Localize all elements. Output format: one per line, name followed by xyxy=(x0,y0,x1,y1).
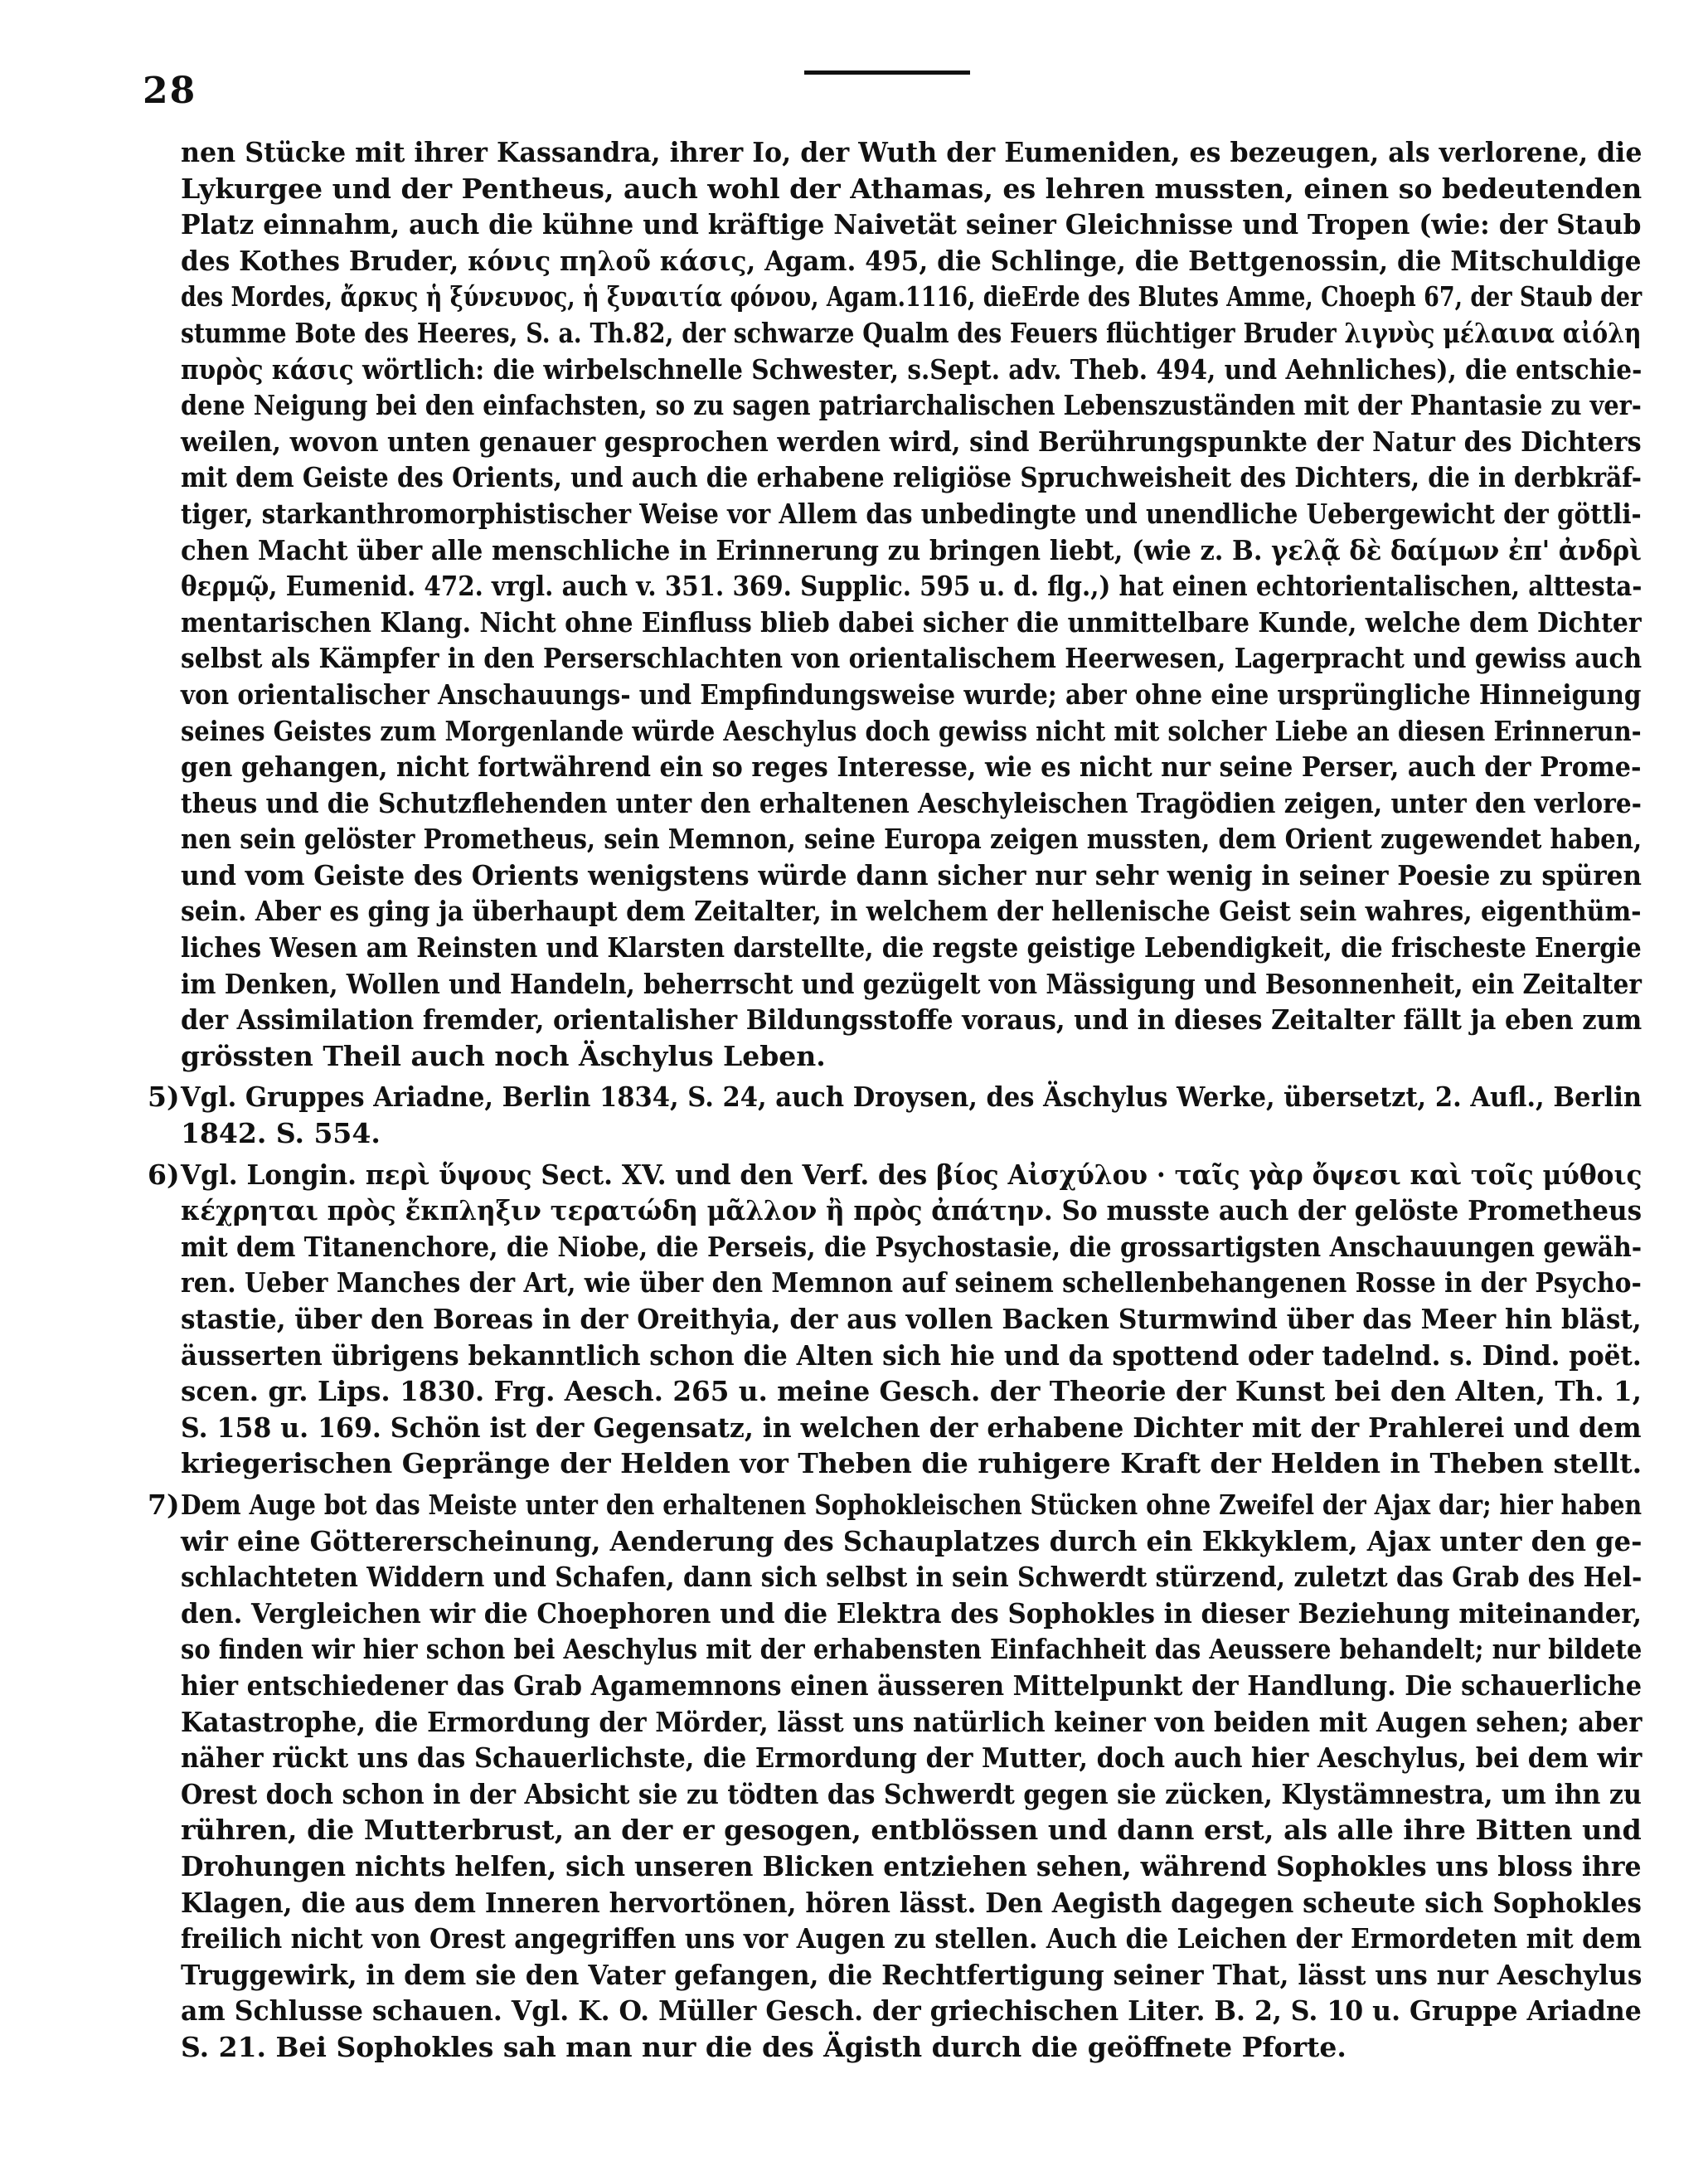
line-text: Lykurgee und der Pentheus, auch wohl der Athamas, es lehren mussten, einen so bedeutenden xyxy=(181,172,1642,205)
note-number: 5) xyxy=(148,1081,180,1114)
line-text: ren. Ueber Manches der Art, wie über den Memnon auf seinem schellenbehangenen Rosse in der Psycho- xyxy=(181,1266,1642,1299)
body-line xyxy=(181,171,1642,207)
body-line xyxy=(181,279,1642,315)
line-text: des Mordes, ἄρκυς ἡ ξύνευνος, ἡ ξυναιτία φόνου, Agam.1116, dieErde des Blutes Amme, Choeph 67, der Staub der xyxy=(181,280,1642,313)
line-text: liches Wesen am Reinsten und Klarsten darstellte, die regste geistige Lebendigkeit, die frischeste Energie xyxy=(181,931,1642,964)
line-text: wir eine Göttererscheinung, Aenderung des Schauplatzes durch ein Ekkyklem, Ajax unter den ge- xyxy=(181,1524,1642,1557)
line-text: dene Neigung bei den einfachsten, so zu sagen patriarchalischen Lebenszuständen mit der Phantasie zu ver- xyxy=(181,389,1642,422)
line-text: schlachteten Widdern und Schafen, dann sich selbst in sein Schwerdt stürzend, zuletzt das Grab des Hel- xyxy=(181,1561,1642,1594)
line-text: rühren, die Mutterbrust, an der er gesogen, entblössen und dann erst, als alle ihre Bitten und xyxy=(181,1814,1642,1847)
footnote-line xyxy=(181,1229,1642,1265)
body-line xyxy=(181,893,1642,930)
line-text: im Denken, Wollen und Handeln, beherrscht und gezügelt von Mässigung und Besonnenheit, ein Zeitalter xyxy=(181,967,1642,1000)
line-text: selbst als Kämpfer in den Perserschlachten von orientalischem Heerwesen, Lagerpracht und gewiss auch xyxy=(181,642,1642,675)
body-line xyxy=(181,1038,1642,1075)
line-text: freilich nicht von Orest angegriffen uns vor Augen zu stellen. Auch die Leichen der Ermordeten mit dem xyxy=(181,1922,1642,1955)
body-line xyxy=(181,352,1642,388)
line-text: Katastrophe, die Ermordung der Mörder, lässt uns natürlich keiner von beiden mit Augen sehen; aber xyxy=(181,1705,1642,1738)
body-line xyxy=(181,605,1642,641)
body-line xyxy=(181,532,1642,569)
footnote-line xyxy=(181,1559,1642,1596)
footnote-line xyxy=(181,2029,1642,2066)
body-line xyxy=(181,206,1642,243)
footnote-line xyxy=(181,1740,1642,1776)
footnote-line xyxy=(181,1410,1642,1446)
body-line xyxy=(181,134,1642,171)
line-text: κέχρηται πρὸς ἔκπληξιν τερατώδη μᾶλλον ἢ πρὸς ἀπάτην. So musste auch der gelöste Prometheus xyxy=(181,1194,1642,1227)
line-text: sein. Aber es ging ja überhaupt dem Zeitalter, in welchem der hellenische Geist sein wahres, eigenthüm- xyxy=(181,895,1642,928)
line-text: von orientalischer Anschauungs- und Empfindungsweise wurde; aber ohne eine ursprüngliche Hinneigung xyxy=(181,678,1642,711)
footnote-line xyxy=(181,1265,1642,1301)
footnote-line xyxy=(181,1631,1642,1668)
line-text: stumme Bote des Heeres, S. a. Th.82, der schwarze Qualm des Feuers flüchtiger Bruder λιγνὺς μέλαινα αἰόλη xyxy=(181,316,1642,349)
line-text: 1842. S. 554. xyxy=(181,1117,381,1150)
line-text: πυρὸς κάσις wörtlich: die wirbelschnelle Schwester, s.Sept. adv. Theb. 494, und Aehnliches), die entschie- xyxy=(181,352,1642,386)
body-line xyxy=(181,459,1642,496)
footnote-line xyxy=(181,1596,1642,1632)
line-text: den. Vergleichen wir die Choephoren und die Elektra des Sophokles in dieser Beziehung miteinander, xyxy=(181,1596,1642,1630)
line-text: kriegerischen Gepränge der Helden vor Theben die ruhigere Kraft der Helden in Theben stellt. xyxy=(181,1447,1642,1480)
line-text: Drohungen nichts helfen, sich unseren Blicken entziehen sehen, während Sophokles uns bloss ihre xyxy=(181,1849,1642,1882)
line-text: nen Stücke mit ihrer Kassandra, ihrer Io, der Wuth der Eumeniden, es bezeugen, als verlorene, die xyxy=(181,136,1642,168)
footnote-line xyxy=(181,1301,1642,1338)
body-line xyxy=(181,387,1642,424)
line-text: näher rückt uns das Schauerlichste, die Ermordung der Mutter, doch auch hier Aeschylus, bei dem wir xyxy=(181,1741,1642,1775)
body-line xyxy=(181,243,1642,279)
body-line xyxy=(181,568,1642,605)
line-text: seines Geistes zum Morgenlande würde Aeschylus doch gewiss nicht mit solcher Liebe an diesen Erinnerun- xyxy=(181,714,1642,747)
body-line xyxy=(181,966,1642,1003)
footnote-line xyxy=(181,1523,1642,1560)
footnote-line xyxy=(181,1668,1642,1704)
footnote-line xyxy=(181,1338,1642,1374)
body-line xyxy=(181,857,1642,894)
footnote-line xyxy=(181,1373,1642,1410)
body-line xyxy=(181,424,1642,460)
line-text: Klagen, die aus dem Inneren hervortönen, hören lässt. Den Aegisth dagegen scheute sich Sophokles xyxy=(181,1886,1642,1919)
line-text: Truggewirk, in dem sie den Vater gefangen, die Rechtfertigung seiner That, lässt uns nur Aeschylus xyxy=(181,1958,1642,1991)
footnote-line xyxy=(148,1157,1642,1193)
header-rule xyxy=(804,70,970,75)
line-text: am Schlusse schauen. Vgl. K. O. Müller Gesch. der griechischen Liter. B. 2, S. 10 u. Gruppe Ariadne xyxy=(181,1994,1642,2028)
note-number: 6) xyxy=(148,1158,180,1191)
line-text: S. 21. Bei Sophokles sah man nur die des Ägisth durch die geöffnete Pforte. xyxy=(181,2030,1347,2063)
line-text: mentarischen Klang. Nicht ohne Einfluss blieb dabei sicher die unmittelbare Kunde, welche dem Dichter xyxy=(181,605,1642,639)
line-text: chen Macht über alle menschliche in Erinnerung zu bringen liebt, (wie z. B. γελᾷ δὲ δαίμων ἐπ' ἀνδρὶ xyxy=(181,533,1642,566)
footnote-line xyxy=(181,1921,1642,1957)
body-line xyxy=(181,930,1642,966)
line-text: Orest doch schon in der Absicht sie zu tödten das Schwerdt gegen sie zücken, Klystämnestra, um ihn zu xyxy=(181,1777,1642,1810)
footnote-line xyxy=(181,1993,1642,2029)
line-text: stastie, über den Boreas in der Oreithyia, der aus vollen Backen Sturmwind über das Meer hin bläst, xyxy=(181,1303,1642,1335)
footnote-line xyxy=(181,1812,1642,1848)
line-text: weilen, wovon unten genauer gesprochen werden wird, sind Berührungspunkte der Natur des Dichters xyxy=(181,425,1642,458)
body-line xyxy=(181,496,1642,532)
note-number: 7) xyxy=(148,1488,180,1521)
footnote-line xyxy=(148,1487,1642,1523)
body-line xyxy=(181,785,1642,822)
body-line xyxy=(181,677,1642,713)
line-text: der Assimilation fremder, orientalisher Bildungsstoffe voraus, und in dieses Zeitalter fällt ja eben zum xyxy=(181,1003,1642,1037)
body-line xyxy=(181,749,1642,785)
line-text: mit dem Titanenchore, die Niobe, die Perseis, die Psychostasie, die grossartigsten Anschauungen gewäh- xyxy=(181,1230,1642,1263)
line-text: scen. gr. Lips. 1830. Frg. Aesch. 265 u. meine Gesch. der Theorie der Kunst bei den Alten, Th. 1, xyxy=(181,1375,1642,1408)
line-text: theus und die Schutzflehenden unter den erhaltenen Aeschyleischen Tragödien zeigen, unter den verlore- xyxy=(181,786,1642,819)
line-text: und vom Geiste des Orients wenigstens würde dann sicher nur sehr wenig in seiner Poesie zu spüren xyxy=(181,858,1642,891)
line-text: des Kothes Bruder, κόνις πηλοῦ κάσις, Agam. 495, die Schlinge, die Bettgenossin, die Mitschuldige xyxy=(181,244,1642,277)
footnote-line xyxy=(181,1704,1642,1741)
footnote-line xyxy=(181,1957,1642,1994)
footnote-line xyxy=(181,1776,1642,1813)
footnote-line xyxy=(181,1848,1642,1885)
line-text: grössten Theil auch noch Äschylus Leben. xyxy=(181,1039,826,1072)
body-line xyxy=(181,640,1642,677)
footnote-line xyxy=(181,1885,1642,1921)
footnote-line xyxy=(148,1079,1642,1115)
line-text: Dem Auge bot das Meiste unter den erhaltenen Sophokleischen Stücken ohne Zweifel der Ajax dar; hier haben xyxy=(181,1488,1642,1521)
line-text: mit dem Geiste des Orients, und auch die erhabene religiöse Spruchweisheit des Dichters, die in derbkräf- xyxy=(181,461,1642,494)
line-text: Platz einnahm, auch die kühne und kräftige Naivetät seiner Gleichnisse und Tropen (wie: der Staub xyxy=(181,208,1642,241)
line-text: Vgl. Gruppes Ariadne, Berlin 1834, S. 24, auch Droysen, des Äschylus Werke, übersetzt, 2. Aufl., Berlin xyxy=(181,1081,1642,1114)
line-text: θερμῷ, Eumenid. 472. vrgl. auch v. 351. 369. Supplic. 595 u. d. flg.,) hat einen echtorientalischen, alttesta- xyxy=(181,570,1642,603)
line-text: Vgl. Longin. περὶ ὕψους Sect. XV. und den Verf. des βίος Αἰσχύλου · ταῖς γὰρ ὄψεσι καὶ τοῖς μύθοις xyxy=(181,1158,1642,1191)
footnote-line xyxy=(181,1115,1642,1152)
line-text: tiger, starkanthromorphistischer Weise vor Allem das unbedingte und unendliche Uebergewicht der göttli- xyxy=(181,497,1642,530)
line-text: so finden wir hier schon bei Aeschylus mit der erhabensten Einfachheit das Aeussere behandelt; nur bildete xyxy=(181,1633,1642,1666)
line-text: hier entschiedener das Grab Agamemnons einen äusseren Mittelpunkt der Handlung. Die schauerliche xyxy=(181,1668,1642,1702)
body-line xyxy=(181,713,1642,750)
page-text xyxy=(148,134,1642,2065)
line-text: gen gehangen, nicht fortwährend ein so reges Interesse, wie es nicht nur seine Perser, auch der Prome- xyxy=(181,750,1642,784)
line-text: nen sein gelöster Prometheus, sein Memnon, seine Europa zeigen mussten, dem Orient zugewendet haben, xyxy=(181,823,1642,856)
page-number: 28 xyxy=(143,70,197,112)
body-line xyxy=(181,1002,1642,1038)
line-text: äusserten übrigens bekanntlich schon die Alten sich hie und da spottend oder tadelnd. s. Dind. poët. xyxy=(181,1338,1642,1372)
line-text: S. 158 u. 169. Schön ist der Gegensatz, in welchen der erhabene Dichter mit der Prahlerei und dem xyxy=(181,1411,1642,1444)
footnote-line xyxy=(181,1445,1642,1482)
body-line xyxy=(181,315,1642,352)
footnote-line xyxy=(181,1192,1642,1229)
body-line xyxy=(181,821,1642,857)
